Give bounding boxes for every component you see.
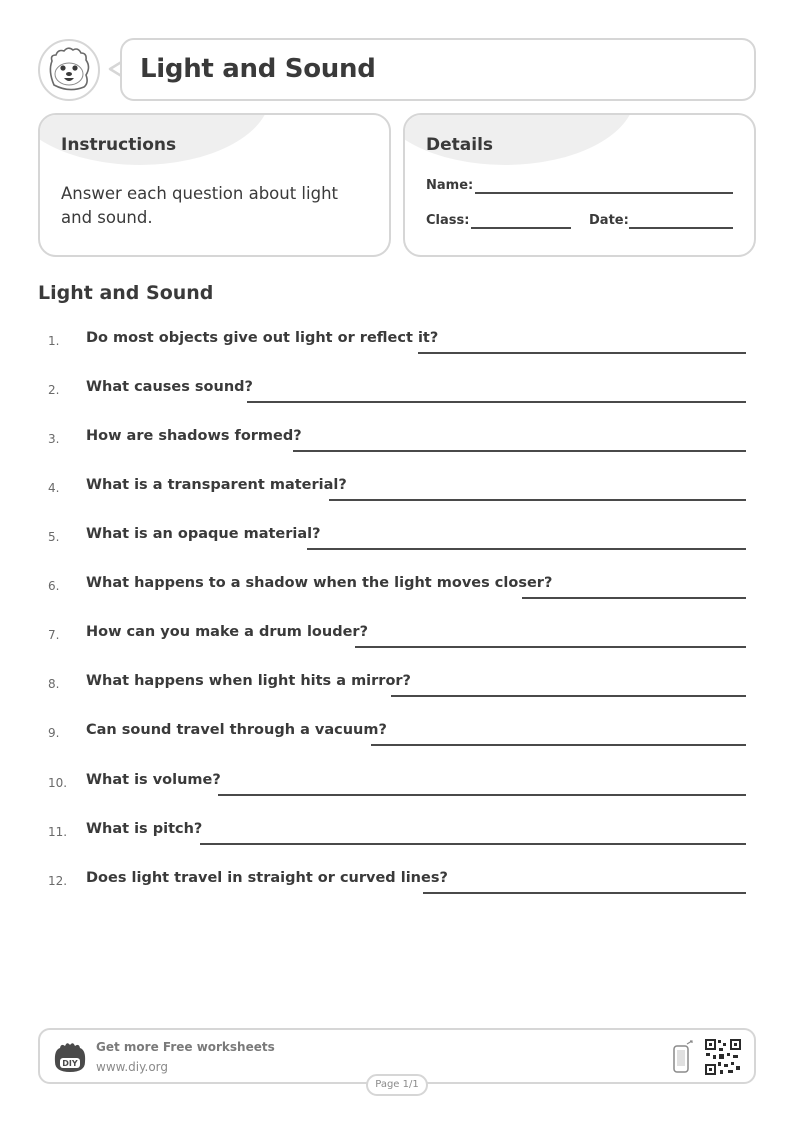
details-heading: Details <box>426 135 494 155</box>
question-number: 5. <box>48 530 60 544</box>
answer-line[interactable] <box>391 695 746 697</box>
answer-line[interactable] <box>293 450 746 452</box>
answer-line[interactable] <box>423 892 746 894</box>
question-text: What happens when light hits a mirror? <box>86 673 411 689</box>
answer-line[interactable] <box>355 646 746 648</box>
class-label: Class: <box>426 213 470 228</box>
question-text: What is pitch? <box>86 821 203 837</box>
question-number: 11. <box>48 825 68 839</box>
question-text: How can you make a drum louder? <box>86 624 368 640</box>
answer-line[interactable] <box>329 499 746 501</box>
answer-line[interactable] <box>247 401 746 403</box>
answer-line[interactable] <box>418 352 746 354</box>
page-title: Light and Sound <box>140 54 376 84</box>
question-number: 7. <box>48 628 60 642</box>
diy-logo-icon <box>52 1040 88 1074</box>
question-number: 12. <box>48 874 68 888</box>
class-field[interactable] <box>471 227 571 229</box>
question-text: Do most objects give out light or reflect it? <box>86 330 439 346</box>
question-number: 2. <box>48 383 60 397</box>
question-text: Can sound travel through a vacuum? <box>86 722 387 738</box>
instructions-heading: Instructions <box>61 135 177 155</box>
details-card <box>403 113 756 257</box>
question-number: 3. <box>48 432 60 446</box>
question-number: 10. <box>48 776 68 790</box>
question-row <box>38 428 746 452</box>
instructions-card <box>38 113 391 257</box>
question-number: 4. <box>48 481 60 495</box>
question-number: 6. <box>48 579 60 593</box>
svg-text:DIY: DIY <box>62 1059 78 1068</box>
answer-line[interactable] <box>200 843 746 845</box>
title-banner <box>120 38 756 101</box>
question-row <box>38 526 746 550</box>
phone-icon <box>672 1040 694 1074</box>
question-row <box>38 722 746 746</box>
question-number: 1. <box>48 334 60 348</box>
question-text: Does light travel in straight or curved lines? <box>86 870 448 886</box>
question-text: How are shadows formed? <box>86 428 302 444</box>
date-field[interactable] <box>629 227 733 229</box>
name-field[interactable] <box>475 192 733 194</box>
name-label: Name: <box>426 178 474 193</box>
question-text: What is volume? <box>86 772 221 788</box>
question-text: What causes sound? <box>86 379 253 395</box>
answer-line[interactable] <box>218 794 746 796</box>
question-row <box>38 330 746 354</box>
qr-code-icon[interactable] <box>704 1038 742 1076</box>
question-text: What happens to a shadow when the light moves closer? <box>86 575 553 591</box>
section-title: Light and Sound <box>38 282 214 304</box>
footer-promo-text: Get more Free worksheets <box>96 1040 275 1054</box>
date-label: Date: <box>589 213 629 228</box>
question-row <box>38 870 746 894</box>
question-number: 8. <box>48 677 60 691</box>
question-row <box>38 575 746 599</box>
question-text: What is a transparent material? <box>86 477 347 493</box>
answer-line[interactable] <box>307 548 746 550</box>
question-row <box>38 821 746 845</box>
footer-link[interactable]: www.diy.org <box>96 1060 168 1074</box>
question-number: 9. <box>48 726 60 740</box>
instructions-text: Answer each question about light and sound. <box>61 184 339 227</box>
page-number-badge: Page 1/1 <box>366 1074 428 1096</box>
question-row <box>38 477 746 501</box>
answer-line[interactable] <box>522 597 746 599</box>
question-row <box>38 673 746 697</box>
question-row <box>38 379 746 403</box>
answer-line[interactable] <box>371 744 746 746</box>
mascot-avatar-icon <box>38 39 100 101</box>
question-text: What is an opaque material? <box>86 526 321 542</box>
question-row <box>38 624 746 648</box>
question-row <box>38 772 746 796</box>
